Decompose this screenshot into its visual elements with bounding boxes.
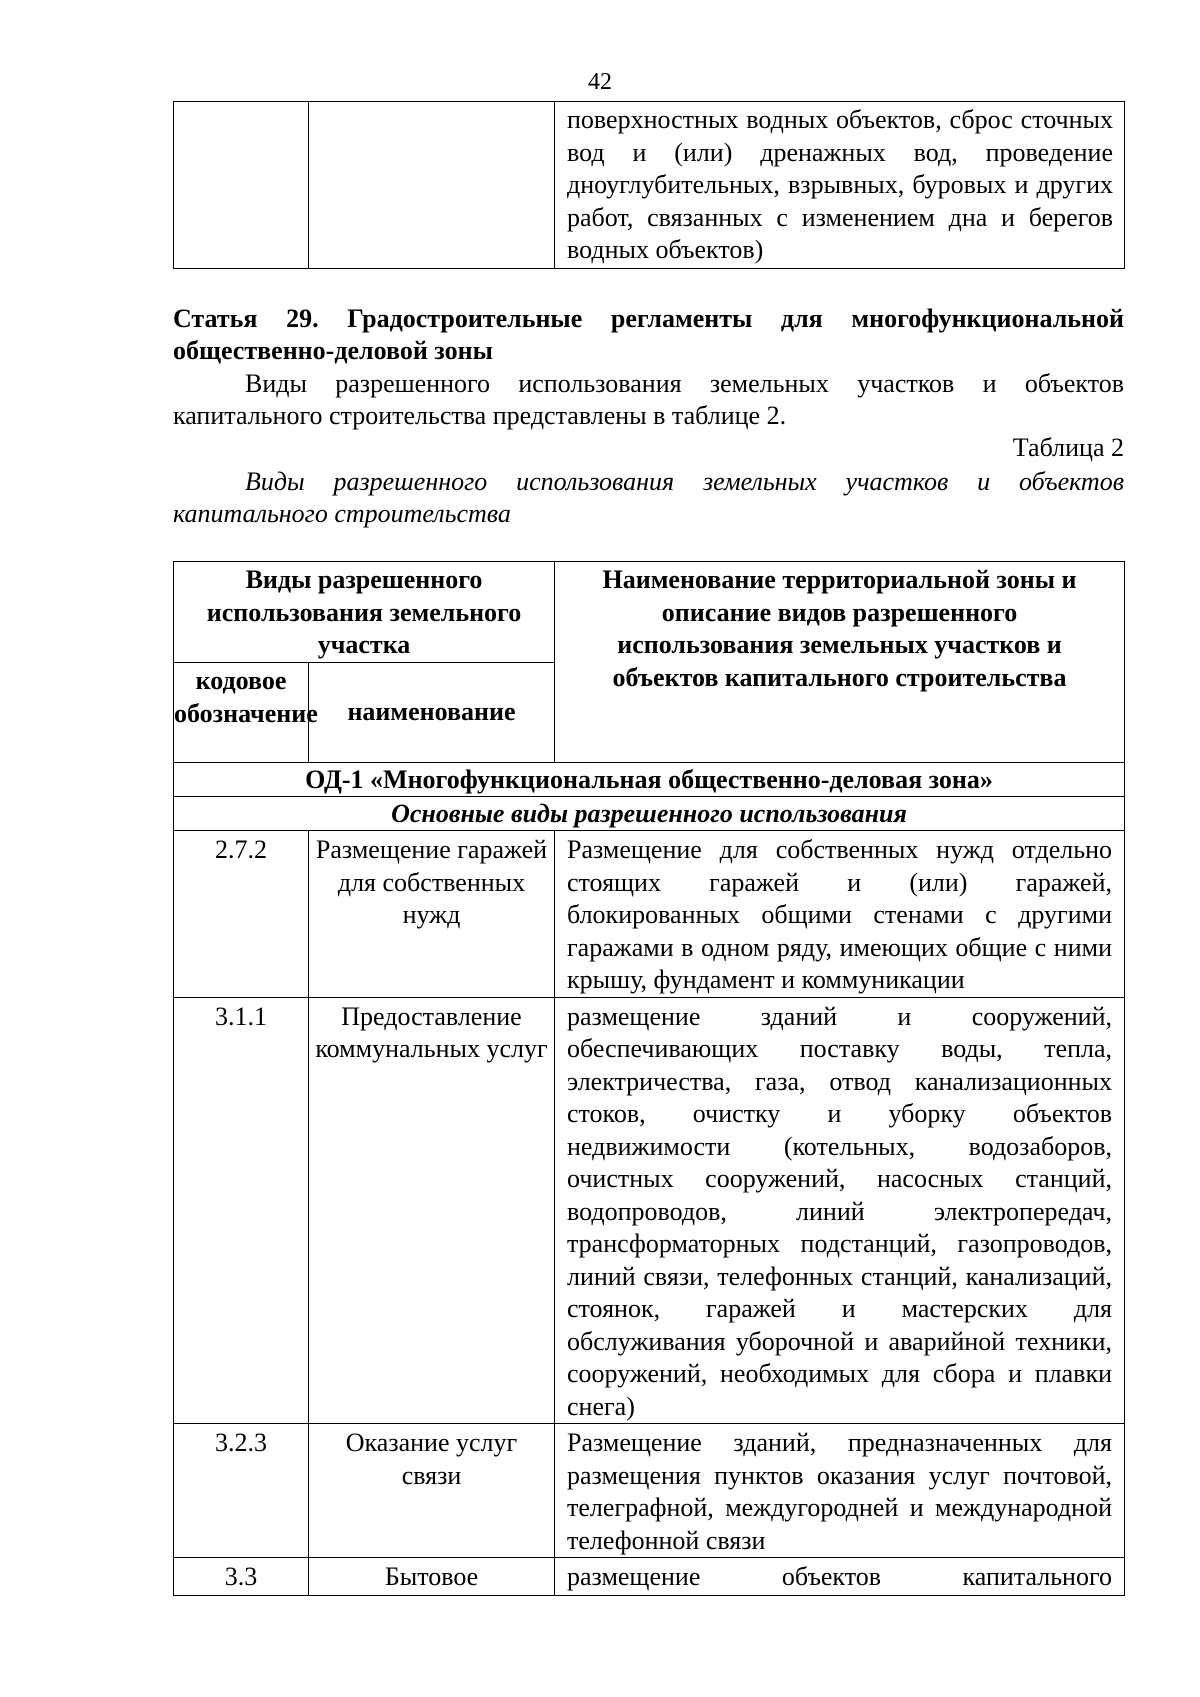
article-heading: Статья 29. Градостроительные регламенты для многофункциональной общественно-деловой зоны — [173, 304, 1124, 365]
use-description: размещение зданий и сооружений, обеспечивающих поставку воды, тепла, электричества, газа, отвод канализационных стоков, очистку и уборку объектов недвижимости (котельных, водозаборов, очистных сооружений, насосных станций, водопроводов, линий электропередач, трансформаторных подстанций, газопроводов, линий связи, телефонных станций, канализаций, стоянок, гаражей и мастерских для обслуживания уборочной и аварийной техники, сооружений, необходимых для сбора и плавки снега) — [555, 997, 1125, 1424]
zone-row — [174, 763, 1125, 797]
use-code: 3.2.3 — [174, 1424, 309, 1558]
header-permitted-use: Виды разрешенного использования земельного участка — [174, 562, 555, 663]
use-name: Размещение гаражей для собственных нужд — [309, 831, 555, 998]
section-row — [174, 797, 1125, 831]
use-description: Размещение для собственных нужд отдельно стоящих гаражей и (или) гаражей, блокированных общими стенами с другими гаражами в одном ряду, имеющих общие с ними крышу, фундамент и коммуникации — [555, 831, 1125, 998]
header-zone-description: Наименование территориальной зоны и описание видов разрешенного использования земельных участков и объектов капитального строительства — [555, 562, 1125, 763]
use-name: Оказание услуг связи — [309, 1424, 555, 1558]
use-description: Размещение зданий, предназначенных для размещения пунктов оказания услуг почтовой, телеграфной, междугородней и международной телефонной связи — [555, 1424, 1125, 1558]
table-row — [174, 831, 1125, 998]
table-caption: Виды разрешенного использования земельных участков и объектов капитального строительства — [173, 467, 1124, 528]
table-row — [174, 102, 1125, 269]
use-code: 3.1.1 — [174, 997, 309, 1424]
header-name: наименование — [309, 663, 555, 763]
table-cell — [174, 102, 309, 269]
continued-description: поверхностных водных объектов, сброс сточных вод и (или) дренажных вод, проведение дноуглубительных, взрывных, буровых и других работ, связанных с изменением дна и берегов водных объектов) — [555, 102, 1125, 269]
table-row — [174, 1558, 1125, 1596]
section-title: Основные виды разрешенного использования — [174, 797, 1125, 831]
table-row — [174, 1424, 1125, 1558]
table-cell — [309, 102, 555, 269]
use-name: Предоставление коммунальных услуг — [309, 997, 555, 1424]
use-name: Бытовое — [309, 1558, 555, 1596]
zone-title: ОД-1 «Многофункциональная общественно-деловая зона» — [174, 763, 1125, 797]
table-row — [174, 997, 1125, 1424]
header-code: кодовое обозначение — [174, 663, 309, 763]
permitted-use-table — [173, 561, 1125, 1596]
continued-table — [173, 101, 1125, 269]
use-description: размещение объектов капитального — [555, 1558, 1125, 1596]
table-header-row — [174, 562, 1125, 663]
table-label: Таблица 2 — [1012, 433, 1124, 462]
page-number: 42 — [588, 69, 612, 95]
article-paragraph: Виды разрешенного использования земельных участков и объектов капитального строительства представлены в таблице 2. — [173, 369, 1124, 430]
use-code: 3.3 — [174, 1558, 309, 1596]
use-code: 2.7.2 — [174, 831, 309, 998]
